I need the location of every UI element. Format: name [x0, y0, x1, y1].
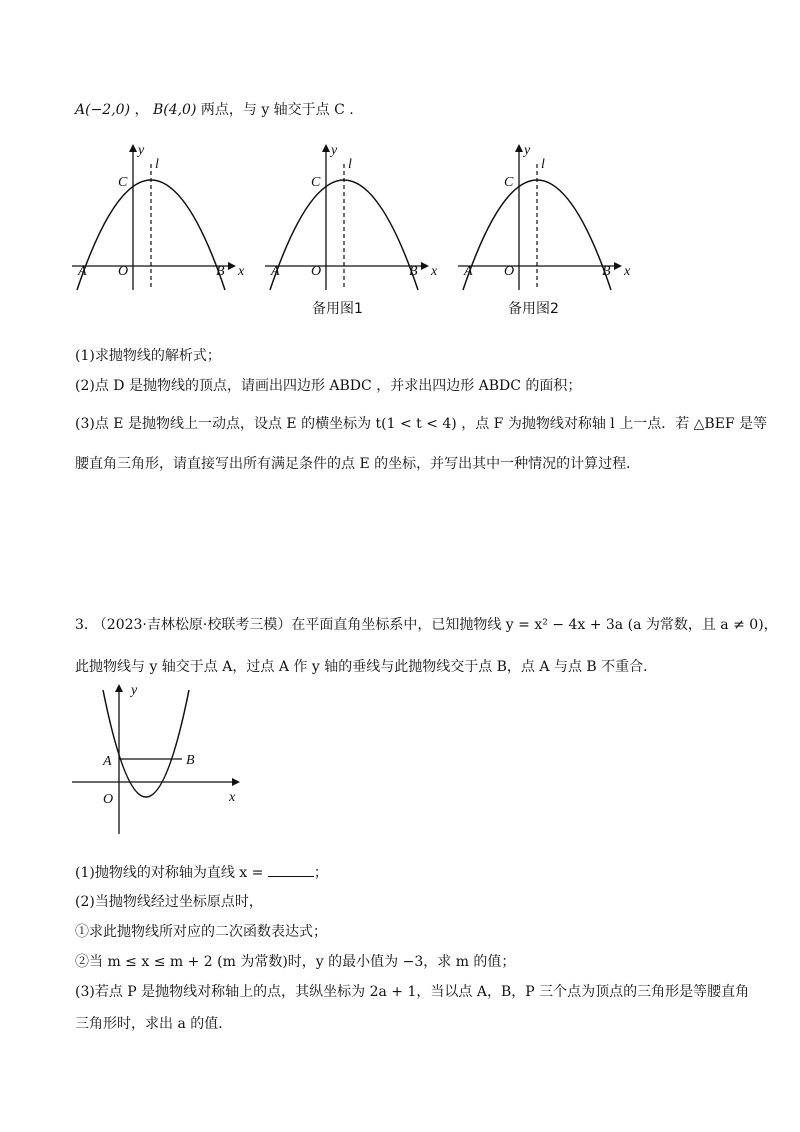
caption-backup-figure-1: 备用图1: [312, 301, 363, 317]
q3-figure: [72, 683, 240, 834]
figure-3: [458, 143, 631, 290]
q2-part-3-line-2: 腰直角三角形，请直接写出所有满足条件的点 E 的坐标，并写出其中一种情况的计算过程．: [75, 456, 641, 472]
q2-part-3-line-1: (3)点 E 是抛物线上一动点，设点 E 的横坐标为 t(1 < t < 4) ，点 F 为抛物线对称轴 l 上一点．若 △BEF 是等: [75, 416, 768, 432]
figure-2: [265, 143, 438, 290]
intro-point-a: A(−2,0): [75, 102, 131, 118]
label-x: x: [238, 264, 245, 279]
label-y: y: [131, 683, 138, 698]
q3-part-1-suffix: ；: [313, 865, 328, 881]
answer-blank: [268, 862, 314, 877]
q3-part-2: (2)当抛物线经过坐标原点时，: [75, 894, 263, 910]
label-a: A: [78, 264, 87, 279]
q3-part-1-prefix: (1)抛物线的对称轴为直线 x =: [75, 865, 264, 881]
figure-1: [72, 143, 245, 290]
label-o: O: [311, 264, 322, 279]
label-a: A: [464, 264, 473, 279]
intro-line: A(−2,0) ， B(4,0) 两点，与 y 轴交于点 C .: [75, 102, 354, 118]
q3-part-2b: ②当 m ≤ x ≤ m + 2 (m 为常数)时，y 的最小值为 −3，求 m 的值；: [75, 954, 516, 970]
label-o: O: [118, 264, 129, 279]
label-c: C: [118, 175, 128, 190]
q2-part-2: (2)点 D 是抛物线的顶点，请画出四边形 ABDC ，并求出四边形 ABDC 的面积；: [75, 378, 582, 394]
q3-part-3-line-1: (3)若点 P 是抛物线对称轴上的点，其纵坐标为 2a + 1，当以点 A，B，P 三个点为顶点的三角形是等腰直角: [75, 984, 750, 1000]
label-c: C: [504, 175, 514, 190]
q3-header: 3. （2023·吉林松原·校联考三模）在平面直角坐标系中，已知抛物线 y = x² − 4x + 3a (a 为常数，且 a ≠ 0)，: [75, 617, 778, 633]
label-a: A: [271, 264, 280, 279]
label-l: l: [155, 157, 159, 172]
label-x: x: [431, 264, 438, 279]
label-o: O: [103, 792, 114, 807]
label-y: y: [138, 143, 145, 158]
label-l: l: [541, 157, 545, 172]
label-x: x: [624, 264, 631, 279]
label-b: B: [216, 264, 225, 279]
caption-backup-figure-2: 备用图2: [508, 301, 559, 317]
q3-part-3-line-2: 三角形时，求出 a 的值．: [75, 1016, 233, 1032]
label-o: O: [504, 264, 515, 279]
q2-part-1: (1)求抛物线的解析式；: [75, 348, 221, 364]
intro-text: 两点，与 y 轴交于点 C .: [200, 102, 354, 118]
label-x: x: [229, 790, 236, 805]
label-b: B: [186, 753, 195, 768]
intro-point-b: B(4,0): [152, 102, 197, 118]
q3-part-2a: ①求此抛物线所对应的二次函数表达式；: [75, 924, 327, 940]
label-b: B: [409, 264, 418, 279]
label-c: C: [311, 175, 321, 190]
label-y: y: [524, 143, 531, 158]
q3-part-1: [75, 862, 328, 883]
q3-line-2: 此抛物线与 y 轴交于点 A，过点 A 作 y 轴的垂线与此抛物线交于点 B，点 A 与点 B 不重合．: [75, 659, 658, 675]
parabola-curve: [103, 690, 189, 797]
label-b: B: [602, 264, 611, 279]
label-l: l: [348, 157, 352, 172]
label-a: A: [103, 754, 112, 769]
label-y: y: [331, 143, 338, 158]
